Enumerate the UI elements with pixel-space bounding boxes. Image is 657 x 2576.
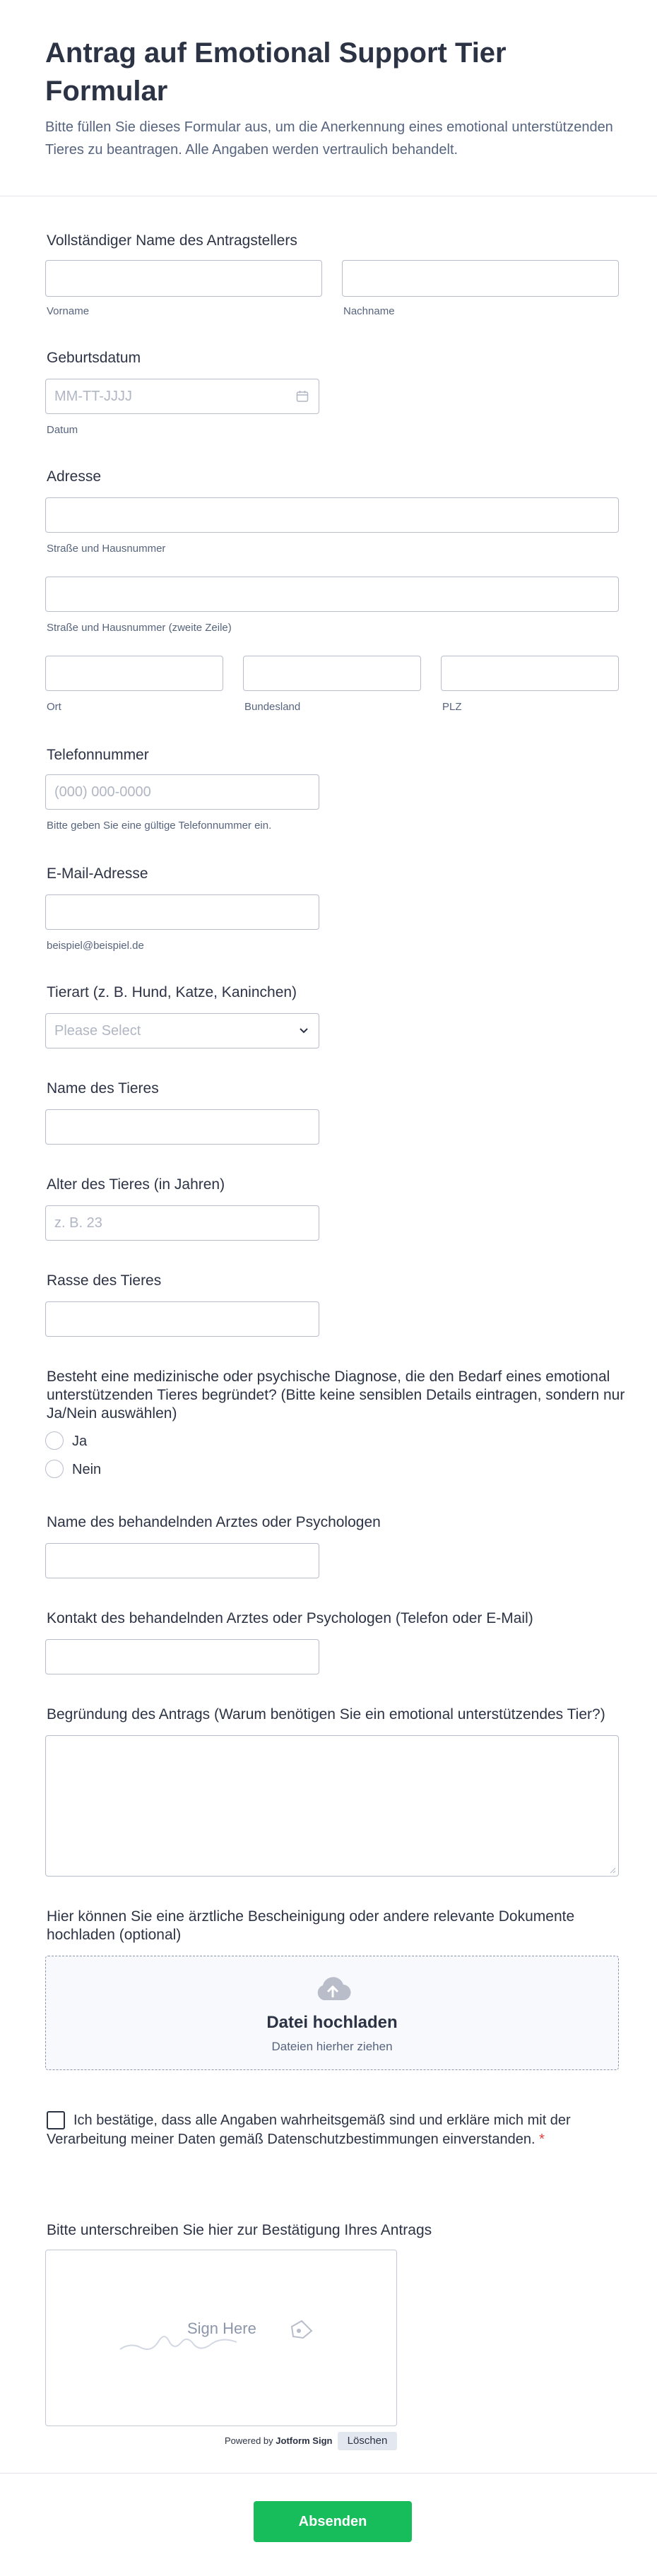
last-name-sublabel: Nachname <box>343 305 395 317</box>
form-header <box>0 0 657 196</box>
upload-hint: Dateien hierher ziehen <box>271 2040 393 2053</box>
reason-label: Begründung des Antrags (Warum benötigen Sie ein emotional unterstützendes Tier?) <box>47 1706 605 1723</box>
animal-breed-input[interactable] <box>45 1301 319 1337</box>
animal-breed-label: Rasse des Tieres <box>47 1272 162 1289</box>
name-label: Vollständiger Name des Antragstellers <box>47 232 297 249</box>
diagnosis-radio-yes[interactable] <box>45 1431 64 1450</box>
phone-label: Telefonnummer <box>47 747 149 763</box>
animal-type-placeholder: Please Select <box>54 1023 141 1039</box>
signature-pad[interactable] <box>45 2250 397 2426</box>
email-label: E-Mail-Adresse <box>47 865 148 882</box>
street1-input[interactable] <box>45 497 619 533</box>
street2-input[interactable] <box>45 577 619 612</box>
chevron-down-icon <box>299 1027 309 1034</box>
zip-sublabel: PLZ <box>442 701 462 713</box>
form-title: Antrag auf Emotional Support Tier Formular <box>45 37 507 107</box>
address-label: Adresse <box>47 468 102 485</box>
clear-signature-button[interactable]: Löschen <box>338 2432 397 2450</box>
submit-button[interactable]: Absenden <box>254 2501 412 2542</box>
powered-by-text: Powered by <box>225 2435 273 2446</box>
doctor-contact-label: Kontakt des behandelnden Arztes oder Psychologen (Telefon oder E-Mail) <box>47 1610 533 1626</box>
diagnosis-radio-no[interactable] <box>45 1460 64 1478</box>
birthdate-input[interactable] <box>45 379 319 414</box>
diagnosis-option-no[interactable]: Nein <box>72 1462 102 1477</box>
doctor-name-label: Name des behandelnden Arztes oder Psychologen <box>47 1514 381 1530</box>
upload-title: Datei hochladen <box>266 2013 398 2032</box>
birthdate-label: Geburtsdatum <box>47 350 141 366</box>
required-mark: * <box>539 2132 545 2147</box>
zip-input[interactable] <box>441 656 619 691</box>
animal-type-label: Tierart (z. B. Hund, Katze, Kaninchen) <box>47 984 297 1000</box>
street1-sublabel: Straße und Hausnummer <box>47 543 166 555</box>
phone-sublabel: Bitte geben Sie eine gültige Telefonnummer ein. <box>47 820 272 832</box>
upload-label: Hier können Sie eine ärztliche Bescheinigung oder andere relevante Dokumente hochladen (optional) <box>47 1908 575 1943</box>
phone-placeholder: (000) 000-0000 <box>54 784 151 800</box>
street2-sublabel: Straße und Hausnummer (zweite Zeile) <box>47 622 232 634</box>
city-input[interactable] <box>45 656 223 691</box>
jotform-sign-brand: Jotform Sign <box>276 2435 333 2446</box>
animal-type-select[interactable] <box>45 1013 319 1048</box>
reason-textarea[interactable] <box>45 1735 619 1877</box>
birthdate-sublabel: Datum <box>47 424 78 436</box>
diagnosis-label: Besteht eine medizinische oder psychische Diagnose, die den Bedarf eines emotional unterstützenden Tieres begründet? (Bitte keine sensiblen Details eintragen, sondern nur Ja/Nein auswählen) <box>47 1369 625 1422</box>
state-sublabel: Bundesland <box>244 701 301 713</box>
first-name-input[interactable] <box>45 260 322 297</box>
powered-by <box>225 2435 332 2447</box>
animal-name-label: Name des Tieres <box>47 1080 159 1097</box>
calendar-icon[interactable] <box>296 390 309 403</box>
consent-text <box>47 2111 584 2149</box>
pen-nib-icon <box>286 2318 314 2344</box>
last-name-input[interactable] <box>342 260 619 297</box>
state-input[interactable] <box>243 656 421 691</box>
resize-handle-icon[interactable] <box>609 1867 616 1874</box>
city-sublabel: Ort <box>47 701 61 713</box>
consent-label: Ich bestätige, dass alle Angaben wahrheitsgemäß sind und erkläre mich mit der Verarbeitung meiner Daten gemäß Datenschutzbestimmungen einverstanden. <box>47 2113 571 2147</box>
animal-age-label: Alter des Tieres (in Jahren) <box>47 1176 225 1193</box>
animal-age-input[interactable] <box>45 1205 319 1241</box>
diagnosis-option-yes[interactable]: Ja <box>72 1434 88 1449</box>
doctor-name-input[interactable] <box>45 1543 319 1578</box>
first-name-sublabel: Vorname <box>47 305 90 317</box>
email-input[interactable] <box>45 894 319 930</box>
animal-age-placeholder: z. B. 23 <box>54 1215 102 1231</box>
signature-placeholder: Sign Here <box>187 2320 256 2337</box>
signature-label: Bitte unterschreiben Sie hier zur Bestätigung Ihres Antrags <box>47 2222 432 2238</box>
footer-divider <box>0 2473 657 2474</box>
phone-input[interactable] <box>45 774 319 810</box>
animal-name-input[interactable] <box>45 1109 319 1145</box>
cloud-upload-icon <box>314 1976 351 2002</box>
file-upload-dropzone[interactable] <box>45 1956 619 2070</box>
form-description: Bitte füllen Sie dieses Formular aus, um die Anerkennung eines emotional unterstützenden Tieres zu beantragen. Alle Angaben werden vertraulich behandelt. <box>45 119 613 158</box>
birthdate-placeholder: MM-TT-JJJJ <box>54 389 132 404</box>
doctor-contact-input[interactable] <box>45 1639 319 1674</box>
email-sublabel: beispiel@beispiel.de <box>47 940 144 952</box>
